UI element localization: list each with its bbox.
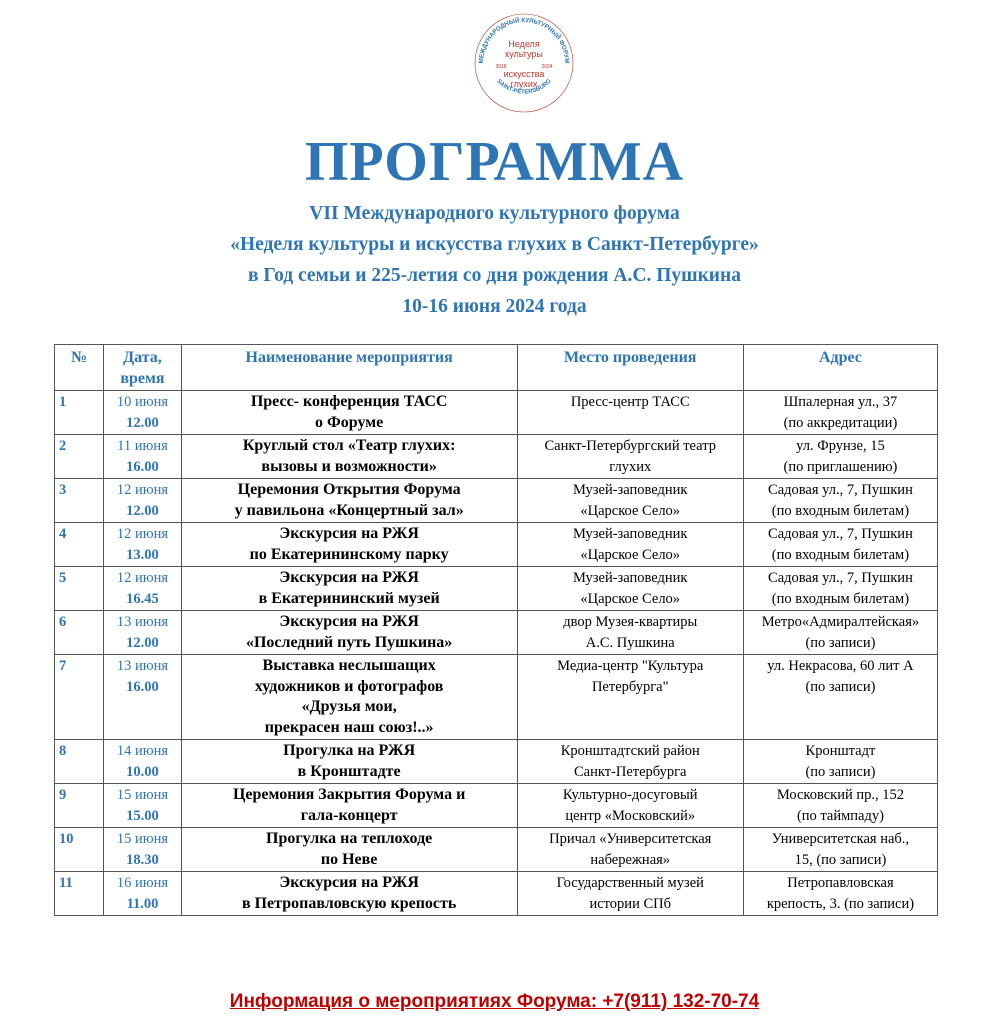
row-venue xyxy=(517,523,743,567)
row-event-name-line: Церемония Закрытия Форума и xyxy=(232,786,466,803)
row-event-name-line: Круглый стол «Театр глухих: xyxy=(242,437,456,454)
row-venue-line: Причал «Университетская xyxy=(549,831,712,847)
row-event-name-line: в Кронштадте xyxy=(297,762,401,780)
row-event-name-line: Экскурсия на РЖЯ xyxy=(279,525,419,542)
row-address-line: (по приглашению) xyxy=(783,458,898,475)
row-event-name-line: «Последний путь Пушкина» xyxy=(245,633,453,651)
row-venue-line: истории СПб xyxy=(589,895,671,912)
row-time: 13.00 xyxy=(126,546,159,563)
row-venue-line: центр «Московский» xyxy=(565,807,696,824)
row-venue-line: двор Музея-квартиры xyxy=(563,614,698,630)
logo-year-right: 2024 xyxy=(541,64,553,70)
row-date: 13 июня xyxy=(116,658,169,674)
row-venue xyxy=(517,567,743,611)
row-date-time xyxy=(104,828,181,872)
row-venue xyxy=(517,435,743,479)
row-venue xyxy=(517,655,743,740)
row-event-name-line: Экскурсия на РЖЯ xyxy=(279,569,419,586)
row-number: 10 xyxy=(55,828,104,872)
row-venue-line: Государственный музей xyxy=(556,875,704,891)
row-number: 1 xyxy=(55,391,104,435)
row-address-line: Университетская наб., xyxy=(771,831,910,847)
row-event-name xyxy=(181,479,517,523)
row-time: 12.00 xyxy=(126,502,159,519)
row-date-time xyxy=(104,567,181,611)
row-event-name xyxy=(181,391,517,435)
table-row xyxy=(55,655,938,740)
header-name: Наименование мероприятия xyxy=(181,345,517,391)
row-number: 2 xyxy=(55,435,104,479)
table-row xyxy=(55,523,938,567)
row-time: 11.00 xyxy=(126,895,159,912)
row-address xyxy=(743,391,937,435)
row-date-time xyxy=(104,523,181,567)
logo-year-left: 2018 xyxy=(495,64,507,70)
row-event-name xyxy=(181,784,517,828)
logo-line4: глухих xyxy=(510,79,538,89)
row-venue-line: А.С. Пушкина xyxy=(585,634,675,651)
row-date: 13 июня xyxy=(116,614,169,630)
row-address xyxy=(743,872,937,916)
row-event-name-line: вызовы и возможности» xyxy=(261,457,437,475)
row-time: 10.00 xyxy=(126,763,159,780)
table-row xyxy=(55,567,938,611)
row-venue xyxy=(517,740,743,784)
row-venue-line: «Царское Село» xyxy=(580,546,681,563)
row-event-name xyxy=(181,567,517,611)
row-address xyxy=(743,611,937,655)
row-number: 8 xyxy=(55,740,104,784)
row-venue xyxy=(517,391,743,435)
row-event-name xyxy=(181,828,517,872)
row-time: 12.00 xyxy=(126,634,159,651)
row-address-line: (по входным билетам) xyxy=(771,546,910,563)
row-address xyxy=(743,828,937,872)
header-num: № xyxy=(55,345,104,391)
row-address xyxy=(743,435,937,479)
header-date xyxy=(104,345,181,391)
row-address-line: (по записи) xyxy=(805,678,876,695)
row-time: 16.45 xyxy=(126,590,159,607)
row-number: 6 xyxy=(55,611,104,655)
row-venue-line: Санкт-Петербургский театр xyxy=(544,438,716,454)
table-row xyxy=(55,435,938,479)
row-number: 7 xyxy=(55,655,104,740)
row-date-time xyxy=(104,655,181,740)
row-venue-line: Петербурга" xyxy=(591,678,669,695)
row-address-line: (по входным билетам) xyxy=(771,590,910,607)
row-event-name-line: Прогулка на теплоходе xyxy=(266,830,433,847)
row-address-line: (по аккредитации) xyxy=(783,414,898,431)
table-row xyxy=(55,391,938,435)
logo-line3: искусства xyxy=(503,69,545,79)
row-event-name xyxy=(181,435,517,479)
row-address-line: Метро«Адмиралтейская» xyxy=(761,614,920,630)
row-date: 16 июня xyxy=(116,875,169,891)
row-date: 10 июня xyxy=(116,394,169,410)
subtitle-line-2: «Неделя культуры и искусства глухих в Санкт-Петербурге» xyxy=(230,234,759,255)
row-event-name xyxy=(181,523,517,567)
row-address-line: 15, (по записи) xyxy=(794,851,887,868)
row-venue xyxy=(517,479,743,523)
table-row xyxy=(55,784,938,828)
table-row xyxy=(55,479,938,523)
row-event-name-line: в Екатерининский музей xyxy=(258,589,440,607)
row-venue-line: Кронштадтский район xyxy=(560,743,700,759)
row-event-name-line: о Форуме xyxy=(315,413,384,431)
row-number: 3 xyxy=(55,479,104,523)
row-time: 15.00 xyxy=(126,807,159,824)
row-address xyxy=(743,655,937,740)
header-date-line1: Дата, xyxy=(123,349,162,366)
row-address-line: (по входным билетам) xyxy=(771,502,910,519)
row-venue-line: «Царское Село» xyxy=(580,590,681,607)
row-date: 11 июня xyxy=(117,438,168,454)
row-event-name-line: Выставка неслышащих xyxy=(262,657,436,674)
row-number: 5 xyxy=(55,567,104,611)
row-date-time xyxy=(104,611,181,655)
row-venue-line: Пресс-центр ТАСС xyxy=(570,394,690,410)
row-date: 15 июня xyxy=(116,831,169,847)
row-date-time xyxy=(104,391,181,435)
subtitle-line-4: 10-16 июня 2024 года xyxy=(402,296,587,317)
row-address-line: Садовая ул., 7, Пушкин xyxy=(768,482,913,498)
row-date-time xyxy=(104,435,181,479)
row-date-time xyxy=(104,479,181,523)
row-date: 12 июня xyxy=(116,526,169,542)
table-row xyxy=(55,740,938,784)
row-address xyxy=(743,523,937,567)
row-date: 14 июня xyxy=(116,743,169,759)
row-number: 9 xyxy=(55,784,104,828)
header-place: Место проведения xyxy=(517,345,743,391)
row-event-name-line: по Екатерининскому парку xyxy=(249,545,449,563)
header-date-line2: время xyxy=(120,369,165,387)
table-body xyxy=(55,391,938,916)
row-venue-line: Культурно-досуговый xyxy=(562,787,698,803)
row-address-line: Петропавловская xyxy=(787,875,894,891)
row-event-name-line: у павильона «Концертный зал» xyxy=(234,501,464,519)
row-date-time xyxy=(104,740,181,784)
row-venue-line: Музей-заповедник xyxy=(573,526,688,542)
row-event-name xyxy=(181,740,517,784)
row-date-time xyxy=(104,784,181,828)
header-address: Адрес xyxy=(743,345,937,391)
row-date-time xyxy=(104,872,181,916)
row-event-name-line: Прогулка на РЖЯ xyxy=(283,742,416,759)
table-row xyxy=(55,872,938,916)
subtitle-line-3: в Год семьи и 225-летия со дня рождения А.С. Пушкина xyxy=(247,265,742,286)
logo-line2: культуры xyxy=(505,49,543,59)
row-time: 12.00 xyxy=(126,414,159,431)
row-address-line: (по записи) xyxy=(805,763,876,780)
row-number: 11 xyxy=(55,872,104,916)
row-venue-line: Музей-заповедник xyxy=(573,482,688,498)
page-title: ПРОГРАММА xyxy=(304,131,685,193)
forum-logo xyxy=(471,10,577,116)
table-header-row xyxy=(55,345,938,391)
row-address xyxy=(743,567,937,611)
row-venue xyxy=(517,784,743,828)
row-date: 12 июня xyxy=(116,570,169,586)
table-row xyxy=(55,828,938,872)
row-event-name-line: прекрасен наш союз!..» xyxy=(264,718,434,736)
row-address-line: крепость, 3. (по записи) xyxy=(766,895,915,912)
row-event-name-line: Церемония Открытия Форума xyxy=(237,481,461,498)
row-event-name-line: Экскурсия на РЖЯ xyxy=(279,613,419,630)
row-address-line: (по записи) xyxy=(805,634,876,651)
row-venue xyxy=(517,611,743,655)
subtitle-line-1: VII Международного культурного форума xyxy=(309,203,680,224)
row-date: 15 июня xyxy=(116,787,169,803)
row-event-name xyxy=(181,611,517,655)
row-address-line: Садовая ул., 7, Пушкин xyxy=(768,526,913,542)
row-event-name-line: «Друзья мои, xyxy=(301,698,397,715)
program-table xyxy=(54,344,938,916)
logo-ring-bottom-text: SAINT-PETERSBURG xyxy=(495,78,553,96)
row-event-name xyxy=(181,655,517,740)
row-time: 18.30 xyxy=(126,851,159,868)
table-row xyxy=(55,611,938,655)
row-date: 12 июня xyxy=(116,482,169,498)
row-event-name-line: по Неве xyxy=(320,850,378,868)
row-address-line: (по таймпаду) xyxy=(796,807,884,824)
row-address-line: Московский пр., 152 xyxy=(776,787,905,803)
row-venue-line: набережная» xyxy=(590,851,671,868)
row-venue-line: Музей-заповедник xyxy=(573,570,688,586)
row-event-name-line: Пресс- конференция ТАСС xyxy=(250,393,448,410)
row-venue-line: Санкт-Петербурга xyxy=(573,763,687,780)
row-address xyxy=(743,784,937,828)
row-time: 16.00 xyxy=(126,678,159,695)
row-event-name xyxy=(181,872,517,916)
row-address xyxy=(743,479,937,523)
row-venue xyxy=(517,828,743,872)
logo-ring-top-text: МЕЖДУНАРОДНЫЙ КУЛЬТУРНЫЙ ФОРУМ xyxy=(477,16,571,64)
logo-line1: Неделя xyxy=(508,39,540,49)
row-venue-line: «Царское Село» xyxy=(580,502,681,519)
row-venue-line: глухих xyxy=(609,458,652,475)
row-address-line: ул. Некрасова, 60 лит А xyxy=(767,658,914,674)
row-event-name-line: Экскурсия на РЖЯ xyxy=(279,874,419,891)
row-number: 4 xyxy=(55,523,104,567)
row-event-name-line: художников и фотографов xyxy=(254,677,444,695)
row-time: 16.00 xyxy=(126,458,159,475)
row-address-line: ул. Фрунзе, 15 xyxy=(796,438,885,454)
row-event-name-line: гала-концерт xyxy=(300,806,398,824)
row-venue-line: Медиа-центр "Культура xyxy=(557,658,704,674)
row-address-line: Садовая ул., 7, Пушкин xyxy=(768,570,913,586)
row-event-name-line: в Петропавловскую крепость xyxy=(241,894,457,912)
row-venue xyxy=(517,872,743,916)
row-address-line: Кронштадт xyxy=(805,743,876,759)
footer-info: Информация о мероприятиях Форума: +7(911) 132-70-74 xyxy=(229,991,760,1012)
row-address xyxy=(743,740,937,784)
row-address-line: Шпалерная ул., 37 xyxy=(783,394,898,410)
